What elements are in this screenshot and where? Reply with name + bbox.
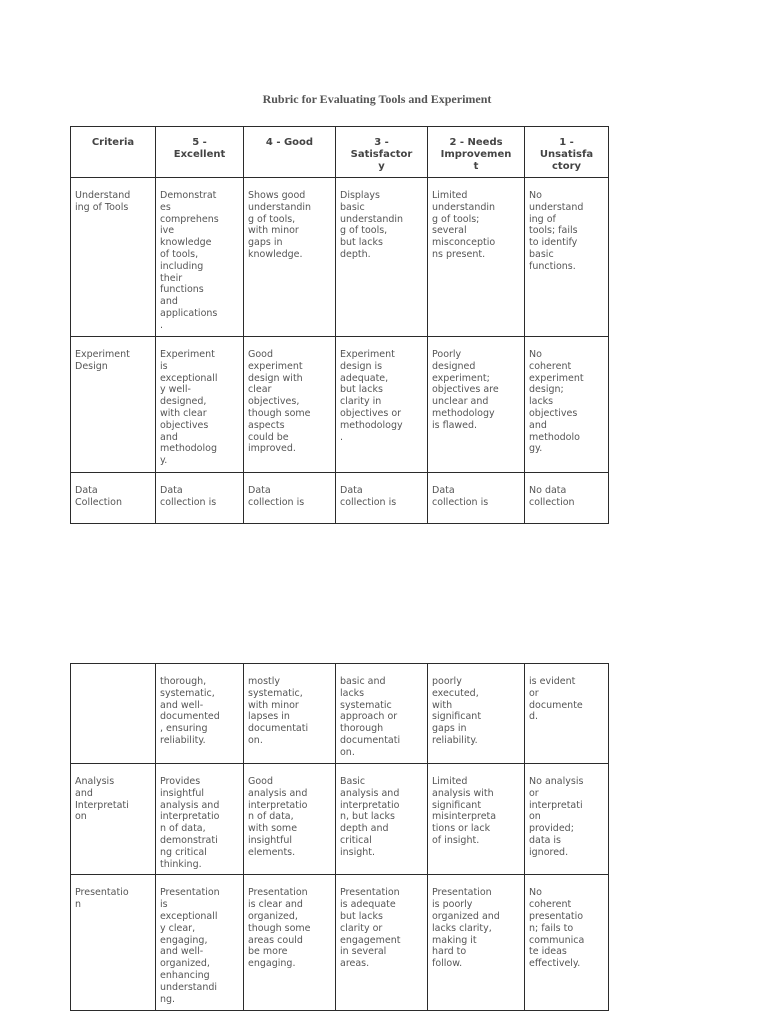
rating-cell: Data collection is	[336, 473, 428, 524]
rating-cell: Demonstrat es comprehens ive knowledge of tools, including their functions and applications .	[156, 178, 244, 337]
rating-cell: Presentation is clear and organized, though some areas could be more engaging.	[244, 875, 336, 1011]
rating-cell: No coherent experiment design; lacks objectives and methodolo gy.	[525, 337, 609, 473]
table-row	[71, 875, 609, 1011]
header-needs-improvement: 2 - Needs Improvemen t	[428, 127, 525, 178]
rating-cell: Experiment design is adequate, but lacks clarity in objectives or methodology .	[336, 337, 428, 473]
header-unsatisfactory: 1 - Unsatisfa ctory	[525, 127, 609, 178]
rating-cell: Presentation is exceptionall y clear, engaging, and well- organized, enhancing understandi ng.	[156, 875, 244, 1011]
rating-cell: Experiment is exceptionall y well- designed, with clear objectives and methodolog y.	[156, 337, 244, 473]
rubric-table-continued	[70, 663, 609, 1011]
rating-cell: No coherent presentatio n; fails to communica te ideas effectively.	[525, 875, 609, 1011]
rating-cell: Shows good understandin g of tools, with minor gaps in knowledge.	[244, 178, 336, 337]
table-row	[71, 664, 609, 764]
header-excellent: 5 - Excellent	[156, 127, 244, 178]
rating-cell: poorly executed, with significant gaps in reliability.	[428, 664, 525, 764]
rating-cell: Limited analysis with significant misinterpreta tions or lack of insight.	[428, 764, 525, 875]
rating-cell: thorough, systematic, and well- documented , ensuring reliability.	[156, 664, 244, 764]
rating-cell: Presentation is adequate but lacks clarity or engagement in several areas.	[336, 875, 428, 1011]
criteria-cell: Analysis and Interpretati on	[71, 764, 156, 875]
rubric-table-top	[70, 126, 609, 524]
rating-cell: No understand ing of tools; fails to identify basic functions.	[525, 178, 609, 337]
rating-cell: mostly systematic, with minor lapses in documentati on.	[244, 664, 336, 764]
header-criteria: Criteria	[71, 127, 156, 178]
rating-cell: is evident or documente d.	[525, 664, 609, 764]
table-row	[71, 764, 609, 875]
criteria-cell: Data Collection	[71, 473, 156, 524]
rating-cell: Data collection is	[428, 473, 525, 524]
criteria-cell	[71, 664, 156, 764]
rating-cell: Provides insightful analysis and interpretatio n of data, demonstrati ng critical thinking.	[156, 764, 244, 875]
header-row	[71, 127, 609, 178]
rating-cell: Displays basic understandin g of tools, but lacks depth.	[336, 178, 428, 337]
rating-cell: Data collection is	[244, 473, 336, 524]
criteria-cell: Presentatio n	[71, 875, 156, 1011]
rating-cell: Basic analysis and interpretatio n, but lacks depth and critical insight.	[336, 764, 428, 875]
rating-cell: Data collection is	[156, 473, 244, 524]
rating-cell: No data collection	[525, 473, 609, 524]
rating-cell: Good analysis and interpretatio n of data, with some insightful elements.	[244, 764, 336, 875]
rating-cell: No analysis or interpretati on provided; data is ignored.	[525, 764, 609, 875]
rating-cell: Limited understandin g of tools; several misconceptio ns present.	[428, 178, 525, 337]
rating-cell: basic and lacks systematic approach or thorough documentati on.	[336, 664, 428, 764]
header-satisfactory: 3 - Satisfactor y	[336, 127, 428, 178]
rating-cell: Good experiment design with clear objectives, though some aspects could be improved.	[244, 337, 336, 473]
criteria-cell: Experiment Design	[71, 337, 156, 473]
rating-cell: Presentation is poorly organized and lacks clarity, making it hard to follow.	[428, 875, 525, 1011]
table-row	[71, 473, 609, 524]
table-row	[71, 337, 609, 473]
header-good: 4 - Good	[244, 127, 336, 178]
document-title: Rubric for Evaluating Tools and Experiment	[262, 92, 492, 106]
rating-cell: Poorly designed experiment; objectives are unclear and methodology is flawed.	[428, 337, 525, 473]
table-row	[71, 178, 609, 337]
criteria-cell: Understand ing of Tools	[71, 178, 156, 337]
